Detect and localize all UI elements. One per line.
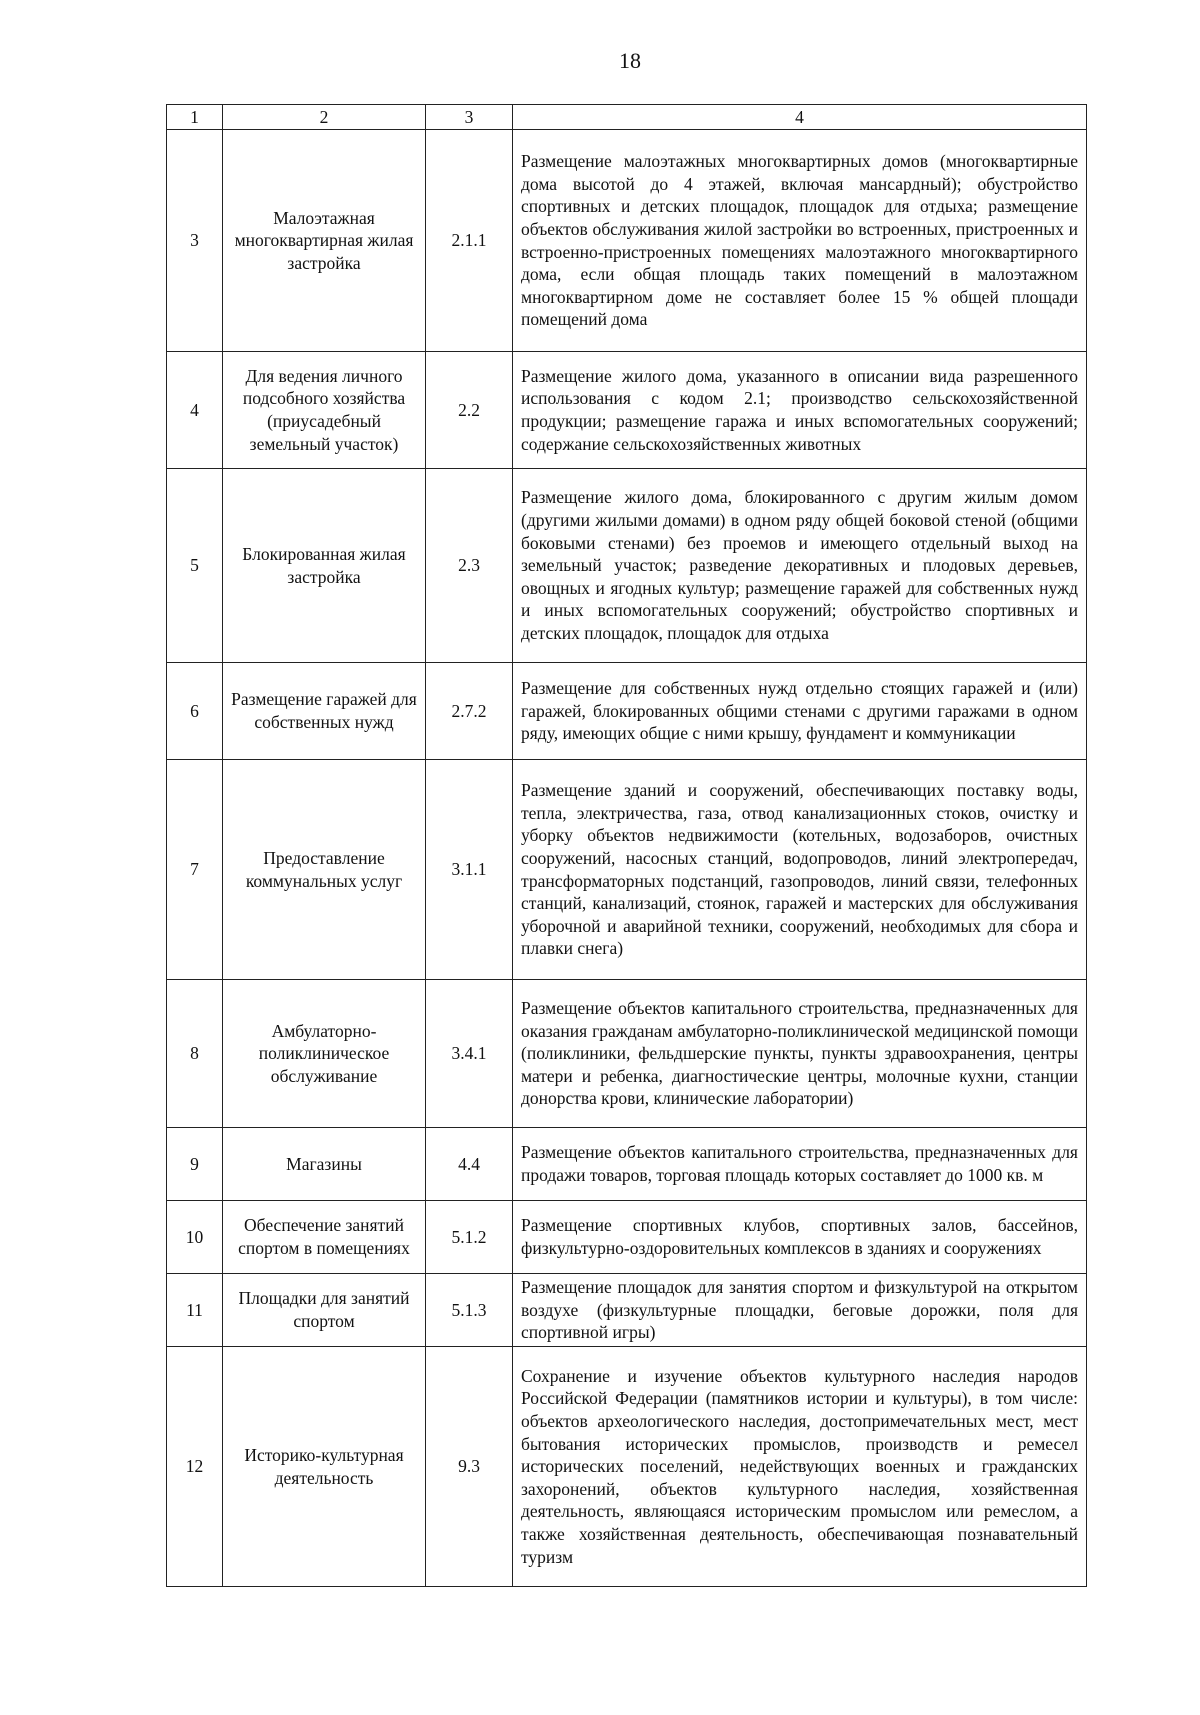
use-type-name: Для ведения личного подсобного хозяйства (приусадебный земельный участок)	[223, 352, 426, 469]
use-type-name: Размещение гаражей для собственных нужд	[223, 663, 426, 760]
page-number: 18	[619, 48, 641, 73]
use-type-description: Размещение малоэтажных многоквартирных домов (многоквартирные дома высотой до 4 этажей, включая мансардный); обустройство спортивных и детских площадок, площадок для отдыха; размещение объектов обслуживания жилой застройки во встроенных, пристроенных и встроенно-пристроенных помещениях малоэтажного многоквартирного дома, если общая площадь таких помещений в малоэтажном многоквартирном доме не составляет более 15 % общей площади помещений дома	[513, 130, 1087, 352]
row-number: 4	[167, 352, 223, 469]
row-number: 5	[167, 469, 223, 663]
use-type-code: 5.1.2	[426, 1201, 513, 1274]
header-col-4: 4	[513, 105, 1087, 130]
use-type-name: Предоставление коммунальных услуг	[223, 760, 426, 980]
table-row	[167, 663, 1087, 760]
table-row	[167, 1347, 1087, 1587]
use-type-name: Обеспечение занятий спортом в помещениях	[223, 1201, 426, 1274]
header-col-1: 1	[167, 105, 223, 130]
row-number: 9	[167, 1128, 223, 1201]
use-type-description: Сохранение и изучение объектов культурного наследия народов Российской Федерации (памятников истории и культуры), в том числе: объектов археологического наследия, достопримечательных мест, мест бытования исторических промыслов, производств и ремесел исторических поселений, недействующих военных и гражданских захоронений, объектов культурного наследия, хозяйственная деятельность, являющаяся историческим промыслом или ремеслом, а также хозяйственная деятельность, обеспечивающая познавательный туризм	[513, 1347, 1087, 1587]
header-col-3: 3	[426, 105, 513, 130]
table-row	[167, 130, 1087, 352]
use-type-code: 2.3	[426, 469, 513, 663]
row-number: 12	[167, 1347, 223, 1587]
use-type-code: 4.4	[426, 1128, 513, 1201]
row-number: 11	[167, 1274, 223, 1347]
row-number: 10	[167, 1201, 223, 1274]
use-type-code: 3.1.1	[426, 760, 513, 980]
table-row	[167, 352, 1087, 469]
table-header-row	[167, 105, 1087, 130]
use-type-code: 5.1.3	[426, 1274, 513, 1347]
use-type-code: 9.3	[426, 1347, 513, 1587]
use-type-description: Размещение жилого дома, блокированного с другим жилым домом (другими жилыми домами) в одном ряду общей боковой стеной (общими боковыми стенами) без проемов и имеющего отдельный выход на земельный участок; разведение декоративных и плодовых деревьев, овощных и ягодных культур; размещение гаражей для собственных нужд и иных вспомогательных сооружений; обустройство спортивных и детских площадок, площадок для отдыха	[513, 469, 1087, 663]
table-row	[167, 1274, 1087, 1347]
use-type-description: Размещение для собственных нужд отдельно стоящих гаражей и (или) гаражей, блокированных общими стенами с другими гаражами в одном ряду, имеющих общие с ними крышу, фундамент и коммуникации	[513, 663, 1087, 760]
table-row	[167, 1201, 1087, 1274]
use-type-code: 3.4.1	[426, 980, 513, 1128]
use-type-code: 2.7.2	[426, 663, 513, 760]
row-number: 8	[167, 980, 223, 1128]
use-type-name: Площадки для занятий спортом	[223, 1274, 426, 1347]
row-number: 7	[167, 760, 223, 980]
use-type-description: Размещение площадок для занятия спортом и физкультурой на открытом воздухе (физкультурные площадки, беговые дорожки, поля для спортивной игры)	[513, 1274, 1087, 1347]
use-type-description: Размещение объектов капитального строительства, предназначенных для продажи товаров, торговая площадь которых составляет до 1000 кв. м	[513, 1128, 1087, 1201]
use-type-name: Историко-культурная деятельность	[223, 1347, 426, 1587]
table-row	[167, 760, 1087, 980]
use-type-code: 2.1.1	[426, 130, 513, 352]
use-type-description: Размещение спортивных клубов, спортивных залов, бассейнов, физкультурно-оздоровительных комплексов в зданиях и сооружениях	[513, 1201, 1087, 1274]
use-type-name: Блокированная жилая застройка	[223, 469, 426, 663]
header-col-2: 2	[223, 105, 426, 130]
use-type-code: 2.2	[426, 352, 513, 469]
use-type-description: Размещение жилого дома, указанного в описании вида разрешенного использования с кодом 2.1; производство сельскохозяйственной продукции; размещение гаража и иных вспомогательных сооружений; содержание сельскохозяйственных животных	[513, 352, 1087, 469]
use-type-name: Амбулаторно-поликлиническое обслуживание	[223, 980, 426, 1128]
land-use-table	[166, 104, 1087, 1587]
use-type-description: Размещение зданий и сооружений, обеспечивающих поставку воды, тепла, электричества, газа, отвод канализационных стоков, очистку и уборку объектов недвижимости (котельных, водозаборов, очистных сооружений, насосных станций, водопроводов, линий электропередач, трансформаторных подстанций, газопроводов, линий связи, телефонных станций, канализаций, стоянок, гаражей и мастерских для обслуживания уборочной и аварийной техники, сооружений, необходимых для сбора и плавки снега)	[513, 760, 1087, 980]
table-row	[167, 1128, 1087, 1201]
table-row	[167, 980, 1087, 1128]
use-type-name: Магазины	[223, 1128, 426, 1201]
use-type-name: Малоэтажная многоквартирная жилая застройка	[223, 130, 426, 352]
use-type-description: Размещение объектов капитального строительства, предназначенных для оказания гражданам амбулаторно-поликлинической медицинской помощи (поликлиники, фельдшерские пункты, пункты здравоохранения, центры матери и ребенка, диагностические центры, молочные кухни, станции донорства крови, клинические лаборатории)	[513, 980, 1087, 1128]
table-row	[167, 469, 1087, 663]
row-number: 6	[167, 663, 223, 760]
row-number: 3	[167, 130, 223, 352]
